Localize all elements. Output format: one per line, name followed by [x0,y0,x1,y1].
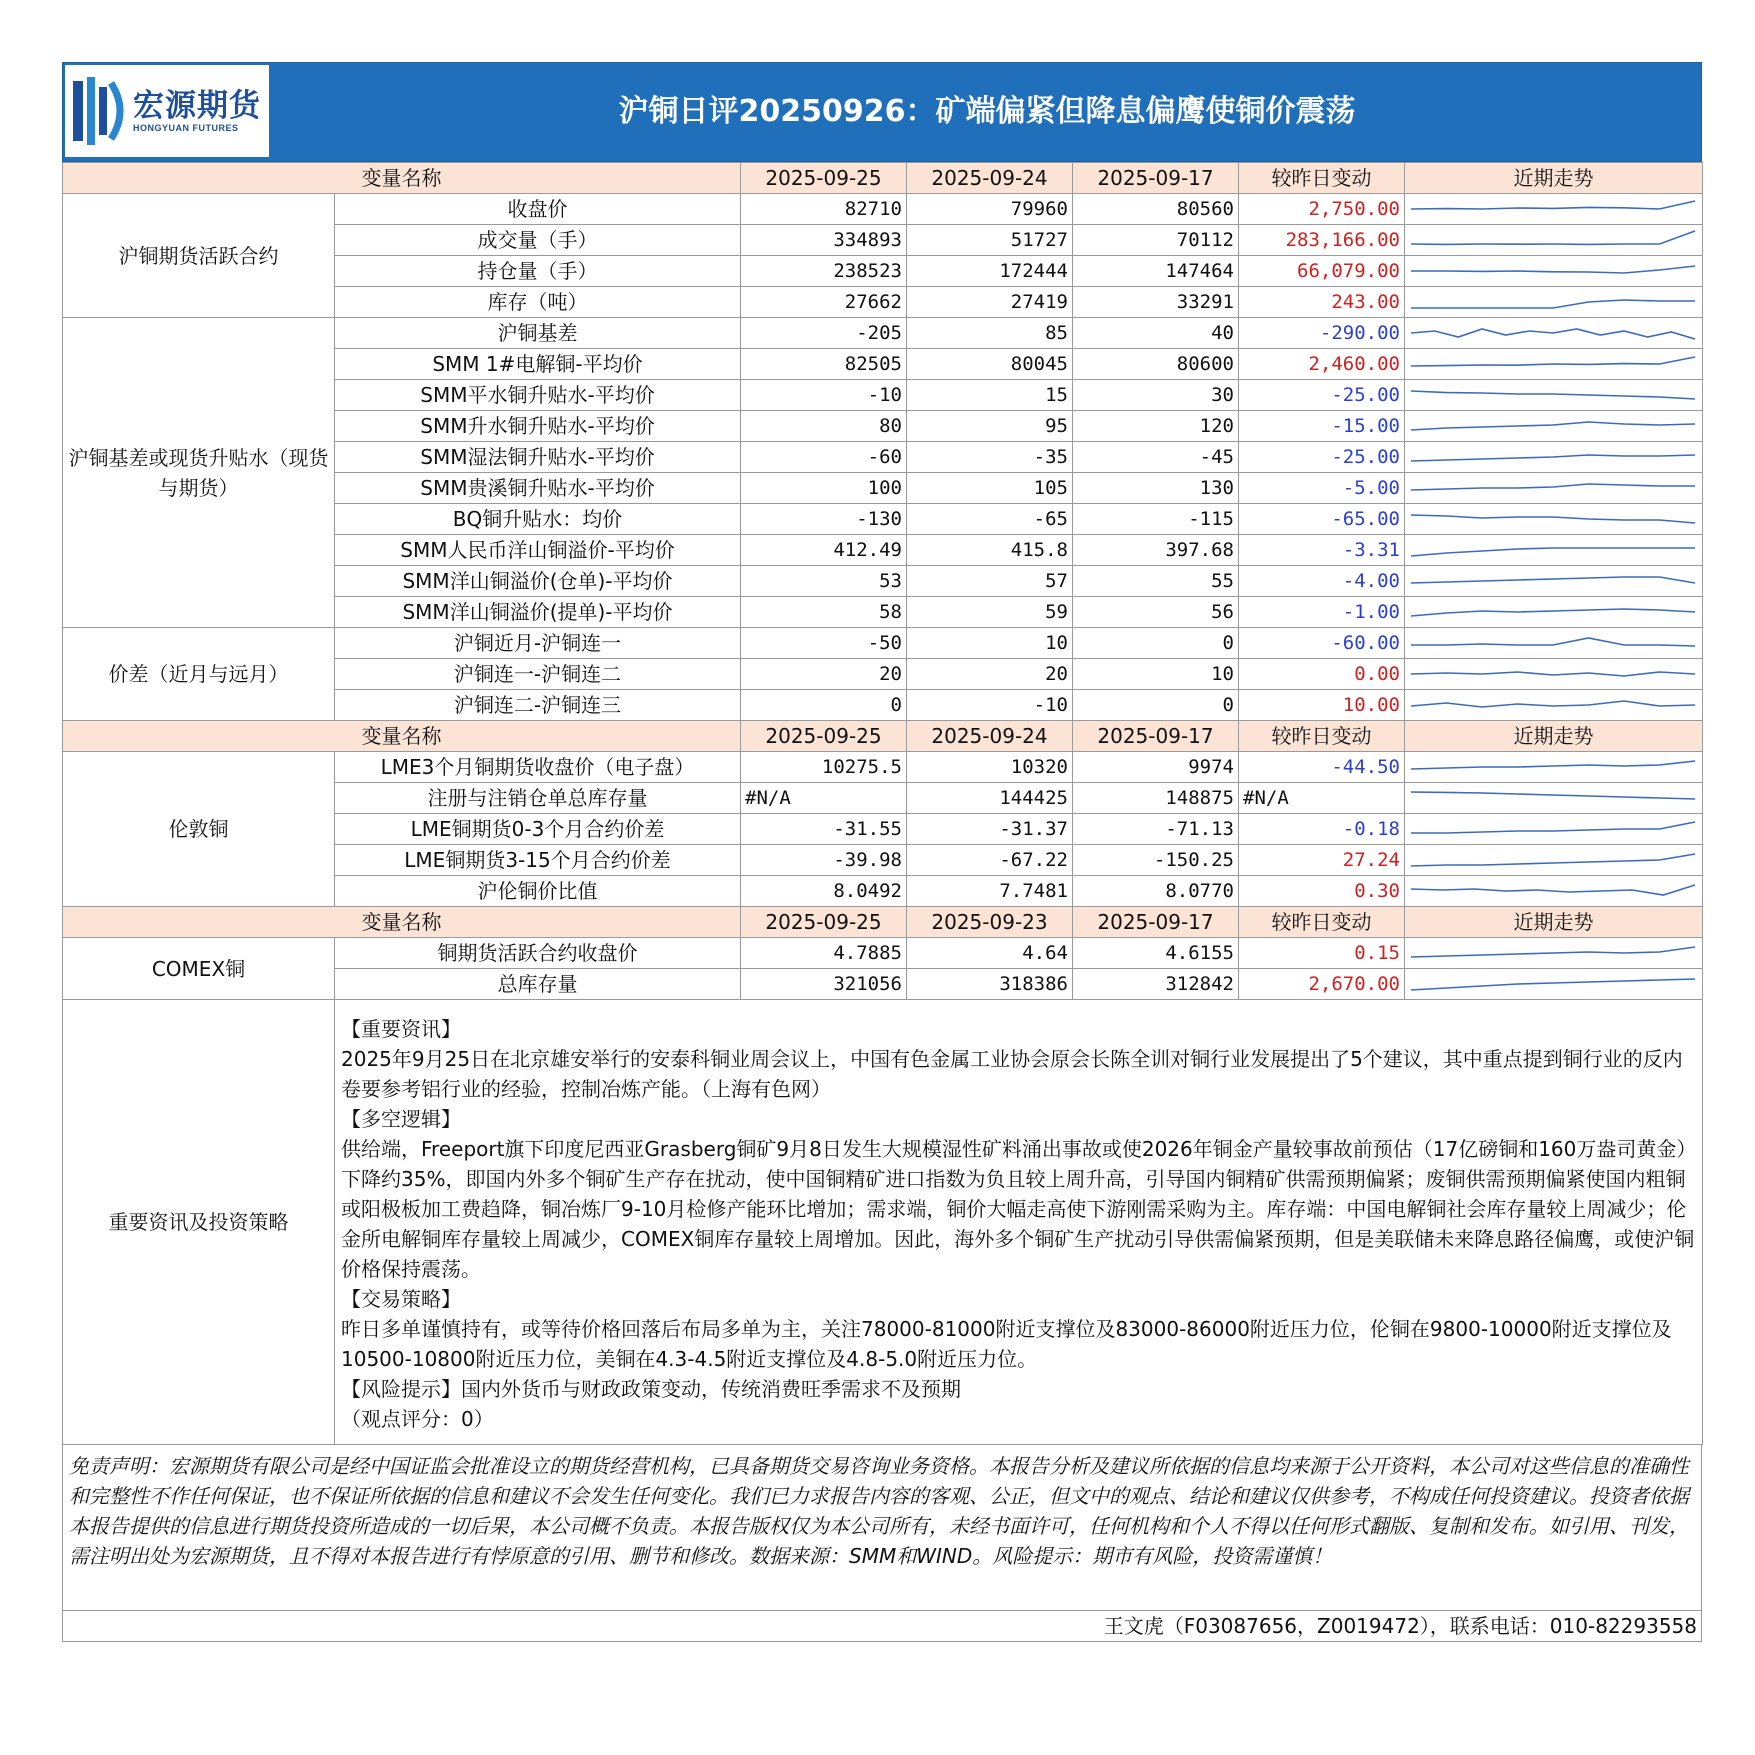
value-cell: 56 [1073,597,1239,628]
trend-cell [1405,628,1703,659]
table-row [63,194,1703,225]
trend-cell [1405,969,1703,1000]
change-cell: -0.18 [1239,814,1405,845]
value-cell: -31.37 [907,814,1073,845]
value-cell: 147464 [1073,256,1239,287]
trend-line [1411,609,1695,616]
variable-name: 沪铜近月-沪铜连一 [335,628,741,659]
header-date: 2025-09-24 [907,163,1073,194]
trend-cell [1405,876,1703,907]
group-label: 沪铜基差或现货升贴水（现货与期货） [63,318,335,628]
value-cell: -10 [741,380,907,411]
value-cell: 105 [907,473,1073,504]
trend-sparkline [1409,630,1697,656]
value-cell: 10 [1073,659,1239,690]
variable-name: SMM洋山铜溢价(仓单)-平均价 [335,566,741,597]
variable-name: LME铜期货0-3个月合约价差 [335,814,741,845]
group-label: COMEX铜 [63,938,335,1000]
header-change: 较昨日变动 [1239,163,1405,194]
variable-name: 注册与注销仓单总库存量 [335,783,741,814]
header-date: 2025-09-25 [741,907,907,938]
value-cell: 27662 [741,287,907,318]
trend-cell [1405,194,1703,225]
value-cell: 238523 [741,256,907,287]
change-cell: -290.00 [1239,318,1405,349]
change-cell: 0.30 [1239,876,1405,907]
value-cell: 0 [1073,690,1239,721]
value-cell: 144425 [907,783,1073,814]
trend-line [1411,638,1695,646]
trend-sparkline [1409,568,1697,594]
trend-line [1411,391,1695,399]
variable-name: 总库存量 [335,969,741,1000]
news-paragraph: 昨日多单谨慎持有，或等待价格回落后布局多单为主，关注78000-81000附近支撑位及83000-86000附近压力位，伦铜在9800-10000附近支撑位及10500-10800附近压力位，美铜在4.3-4.5附近支撑位及4.8-5.0附近压力位。 [341,1317,1672,1371]
header-variable-name: 变量名称 [63,721,741,752]
trend-sparkline [1409,847,1697,873]
value-cell: 70112 [1073,225,1239,256]
table-row [63,628,1703,659]
change-cell: -25.00 [1239,442,1405,473]
trend-cell [1405,814,1703,845]
trend-sparkline [1409,878,1697,904]
contact-info: 王文虎（F03087656，Z0019472），联系电话：010-82293558 [62,1611,1702,1642]
trend-cell [1405,442,1703,473]
variable-name: 库存（吨） [335,287,741,318]
change-cell: 2,670.00 [1239,969,1405,1000]
trend-cell [1405,690,1703,721]
trend-sparkline [1409,661,1697,687]
trend-line [1411,761,1695,769]
value-cell: 58 [741,597,907,628]
value-cell: 20 [907,659,1073,690]
trend-sparkline [1409,537,1697,563]
news-paragraph: 【多空逻辑】 [341,1107,461,1131]
trend-line [1411,300,1695,308]
group-label: 伦敦铜 [63,752,335,907]
trend-line [1411,548,1695,556]
header-trend: 近期走势 [1405,907,1703,938]
value-cell: -35 [907,442,1073,473]
value-cell: 130 [1073,473,1239,504]
value-cell: 27419 [907,287,1073,318]
data-table [62,162,1703,1445]
header-trend: 近期走势 [1405,163,1703,194]
trend-cell [1405,566,1703,597]
news-row [63,1000,1703,1445]
trend-sparkline [1409,196,1697,222]
trend-line [1411,422,1695,430]
trend-cell [1405,349,1703,380]
change-cell: -65.00 [1239,504,1405,535]
header-date: 2025-09-17 [1073,721,1239,752]
value-cell: 57 [907,566,1073,597]
change-cell: -15.00 [1239,411,1405,442]
trend-cell [1405,225,1703,256]
value-cell: 51727 [907,225,1073,256]
change-cell: -3.31 [1239,535,1405,566]
trend-sparkline [1409,444,1697,470]
change-cell: -5.00 [1239,473,1405,504]
value-cell: 4.6155 [1073,938,1239,969]
page-title: 沪铜日评20250926：矿端偏紧但降息偏鹰使铜价震荡 [618,94,1356,129]
section-header-row [63,721,1703,752]
value-cell: 80600 [1073,349,1239,380]
trend-sparkline [1409,971,1697,997]
trend-sparkline [1409,258,1697,284]
header-change: 较昨日变动 [1239,907,1405,938]
trend-line [1411,792,1695,799]
value-cell: 412.49 [741,535,907,566]
change-cell: -60.00 [1239,628,1405,659]
table-row [63,938,1703,969]
variable-name: SMM人民币洋山铜溢价-平均价 [335,535,741,566]
value-cell: 82505 [741,349,907,380]
trend-cell [1405,783,1703,814]
trend-line [1411,672,1695,676]
value-cell: 172444 [907,256,1073,287]
change-cell: 2,750.00 [1239,194,1405,225]
trend-line [1411,577,1695,583]
trend-line [1411,979,1695,990]
value-cell: 334893 [741,225,907,256]
value-cell: -10 [907,690,1073,721]
trend-sparkline [1409,351,1697,377]
table-row [63,752,1703,783]
news-paragraph: 【风险提示】国内外货币与财政政策变动，传统消费旺季需求不及预期 [341,1377,961,1401]
logo-icon [71,73,129,149]
variable-name: SMM湿法铜升贴水-平均价 [335,442,741,473]
variable-name: 持仓量（手） [335,256,741,287]
trend-sparkline [1409,382,1697,408]
section-header-row [63,907,1703,938]
value-cell: 397.68 [1073,535,1239,566]
group-label: 价差（近月与远月） [63,628,335,721]
value-cell: 9974 [1073,752,1239,783]
variable-name: 沪铜连一-沪铜连二 [335,659,741,690]
value-cell: -60 [741,442,907,473]
trend-cell [1405,504,1703,535]
value-cell: 148875 [1073,783,1239,814]
variable-name: 沪伦铜价比值 [335,876,741,907]
value-cell: 59 [907,597,1073,628]
news-paragraph: 2025年9月25日在北京雄安举行的安泰科铜业周会议上，中国有色金属工业协会原会长陈全训对铜行业发展提出了5个建议，其中重点提到铜行业的反内卷要参考铝行业的经验，控制冶炼产能。（上海有色网） [341,1047,1683,1101]
variable-name: BQ铜升贴水：均价 [335,504,741,535]
trend-cell [1405,845,1703,876]
change-cell: 2,460.00 [1239,349,1405,380]
change-cell: 0.15 [1239,938,1405,969]
trend-line [1411,885,1695,895]
company-logo [65,65,269,157]
value-cell: 10275.5 [741,752,907,783]
trend-cell [1405,473,1703,504]
value-cell: -150.25 [1073,845,1239,876]
variable-name: LME铜期货3-15个月合约价差 [335,845,741,876]
trend-sparkline [1409,785,1697,811]
section-header-row [63,163,1703,194]
trend-sparkline [1409,289,1697,315]
group-label: 沪铜期货活跃合约 [63,194,335,318]
trend-line [1411,266,1695,273]
value-cell: 33291 [1073,287,1239,318]
table-row [63,318,1703,349]
value-cell: -45 [1073,442,1239,473]
trend-cell [1405,659,1703,690]
value-cell: 318386 [907,969,1073,1000]
trend-line [1411,357,1695,366]
change-cell: 0.00 [1239,659,1405,690]
value-cell: 80 [741,411,907,442]
report-sheet [62,62,1702,1642]
value-cell: -205 [741,318,907,349]
header-variable-name: 变量名称 [63,163,741,194]
header-date: 2025-09-24 [907,721,1073,752]
header-date: 2025-09-23 [907,907,1073,938]
trend-sparkline [1409,940,1697,966]
change-cell: -4.00 [1239,566,1405,597]
trend-line [1411,329,1695,339]
trend-line [1411,455,1695,461]
change-cell: 243.00 [1239,287,1405,318]
value-cell: -115 [1073,504,1239,535]
news-paragraph: 【重要资讯】 [341,1017,461,1041]
trend-line [1411,822,1695,833]
value-cell: 415.8 [907,535,1073,566]
value-cell: 20 [741,659,907,690]
report-header [62,62,1702,162]
news-paragraph: （观点评分：0） [341,1407,494,1431]
change-cell: #N/A [1239,783,1405,814]
trend-cell [1405,318,1703,349]
header-date: 2025-09-25 [741,721,907,752]
variable-name: 沪铜连二-沪铜连三 [335,690,741,721]
change-cell: -1.00 [1239,597,1405,628]
value-cell: 15 [907,380,1073,411]
value-cell: 82710 [741,194,907,225]
value-cell: 80560 [1073,194,1239,225]
change-cell: 66,079.00 [1239,256,1405,287]
variable-name: SMM洋山铜溢价(提单)-平均价 [335,597,741,628]
variable-name: SMM平水铜升贴水-平均价 [335,380,741,411]
value-cell: -65 [907,504,1073,535]
value-cell: 55 [1073,566,1239,597]
trend-line [1411,947,1695,957]
trend-line [1411,854,1695,866]
header-trend: 近期走势 [1405,721,1703,752]
variable-name: 成交量（手） [335,225,741,256]
trend-cell [1405,380,1703,411]
variable-name: SMM 1#电解铜-平均价 [335,349,741,380]
value-cell: 312842 [1073,969,1239,1000]
value-cell: 10 [907,628,1073,659]
trend-line [1411,484,1695,490]
logo-text-cn: 宏源期货 [133,88,261,124]
value-cell: #N/A [741,783,907,814]
trend-line [1411,701,1695,707]
trend-sparkline [1409,506,1697,532]
trend-sparkline [1409,754,1697,780]
disclaimer: 免责声明：宏源期货有限公司是经中国证监会批准设立的期货经营机构，已具备期货交易咨询业务资格。本报告分析及建议所依据的信息均来源于公开资料，本公司对这些信息的准确性和完整性不作任何保证，也不保证所依据的信息和建议不会发生任何变化。我们已力求报告内容的客观、公正，但文中的观点、结论和建议仅供参考，不构成任何投资建议。投资者依据本报告提供的信息进行期货投资所造成的一切后果，本公司概不负责。本报告版权仅为本公司所有，未经书面许可，任何机构和个人不得以任何形式翻版、复制和发布。如引用、刊发，需注明出处为宏源期货，且不得对本报告进行有悖原意的引用、删节和修改。数据来源：SMM和WIND。风险提示：期市有风险，投资需谨慎！ [62,1445,1702,1611]
trend-sparkline [1409,599,1697,625]
value-cell: 8.0770 [1073,876,1239,907]
trend-sparkline [1409,692,1697,718]
change-cell: 10.00 [1239,690,1405,721]
trend-sparkline [1409,320,1697,346]
value-cell: 321056 [741,969,907,1000]
change-cell: 283,166.00 [1239,225,1405,256]
value-cell: 79960 [907,194,1073,225]
trend-sparkline [1409,816,1697,842]
variable-name: SMM贵溪铜升贴水-平均价 [335,473,741,504]
trend-sparkline [1409,227,1697,253]
variable-name: 收盘价 [335,194,741,225]
value-cell: -67.22 [907,845,1073,876]
change-cell: -44.50 [1239,752,1405,783]
variable-name: 沪铜基差 [335,318,741,349]
value-cell: 100 [741,473,907,504]
news-content [335,1000,1703,1445]
header-date: 2025-09-25 [741,163,907,194]
trend-cell [1405,535,1703,566]
news-paragraph: 【交易策略】 [341,1287,461,1311]
variable-name: LME3个月铜期货收盘价（电子盘） [335,752,741,783]
change-cell: 27.24 [1239,845,1405,876]
trend-cell [1405,256,1703,287]
header-variable-name: 变量名称 [63,907,741,938]
trend-cell [1405,597,1703,628]
header-change: 较昨日变动 [1239,721,1405,752]
value-cell: 40 [1073,318,1239,349]
value-cell: 30 [1073,380,1239,411]
trend-sparkline [1409,413,1697,439]
value-cell: 80045 [907,349,1073,380]
trend-line [1411,201,1695,209]
value-cell: 8.0492 [741,876,907,907]
value-cell: 7.7481 [907,876,1073,907]
value-cell: -130 [741,504,907,535]
value-cell: 4.64 [907,938,1073,969]
variable-name: 铜期货活跃合约收盘价 [335,938,741,969]
trend-line [1411,515,1695,523]
value-cell: -71.13 [1073,814,1239,845]
value-cell: 53 [741,566,907,597]
value-cell: 95 [907,411,1073,442]
value-cell: 0 [1073,628,1239,659]
trend-cell [1405,411,1703,442]
logo-text-en: HONGYUAN FUTURES [133,123,239,133]
trend-sparkline [1409,475,1697,501]
news-label: 重要资讯及投资策略 [63,1000,335,1445]
value-cell: 120 [1073,411,1239,442]
value-cell: -31.55 [741,814,907,845]
variable-name: SMM升水铜升贴水-平均价 [335,411,741,442]
value-cell: -50 [741,628,907,659]
trend-cell [1405,752,1703,783]
value-cell: 4.7885 [741,938,907,969]
news-paragraph: 供给端，Freeport旗下印度尼西亚Grasberg铜矿9月8日发生大规模湿性矿料涌出事故或使2026年铜金产量较事故前预估（17亿磅铜和160万盎司黄金）下降约35%，即国内外多个铜矿生产存在扰动，使中国铜精矿进口指数为负且较上周升高，引导国内铜精矿供需预期偏紧；废铜供需预期偏紧使国内粗铜或阳极板加工费趋降，铜冶炼厂9-10月检修产能环比增加；需求端，铜价大幅走高使下游刚需采购为主。库存端：中国电解铜社会库存量较上周减少；伦金所电解铜库存量较上周减少，COMEX铜库存量较上周增加。因此，海外多个铜矿生产扰动引导供需偏紧预期，但是美联储未来降息路径偏鹰，或使沪铜价格保持震荡。 [341,1137,1695,1281]
value-cell: -39.98 [741,845,907,876]
trend-line [1411,231,1695,244]
value-cell: 10320 [907,752,1073,783]
trend-cell [1405,287,1703,318]
trend-cell [1405,938,1703,969]
header-date: 2025-09-17 [1073,907,1239,938]
value-cell: 85 [907,318,1073,349]
value-cell: 0 [741,690,907,721]
change-cell: -25.00 [1239,380,1405,411]
header-date: 2025-09-17 [1073,163,1239,194]
